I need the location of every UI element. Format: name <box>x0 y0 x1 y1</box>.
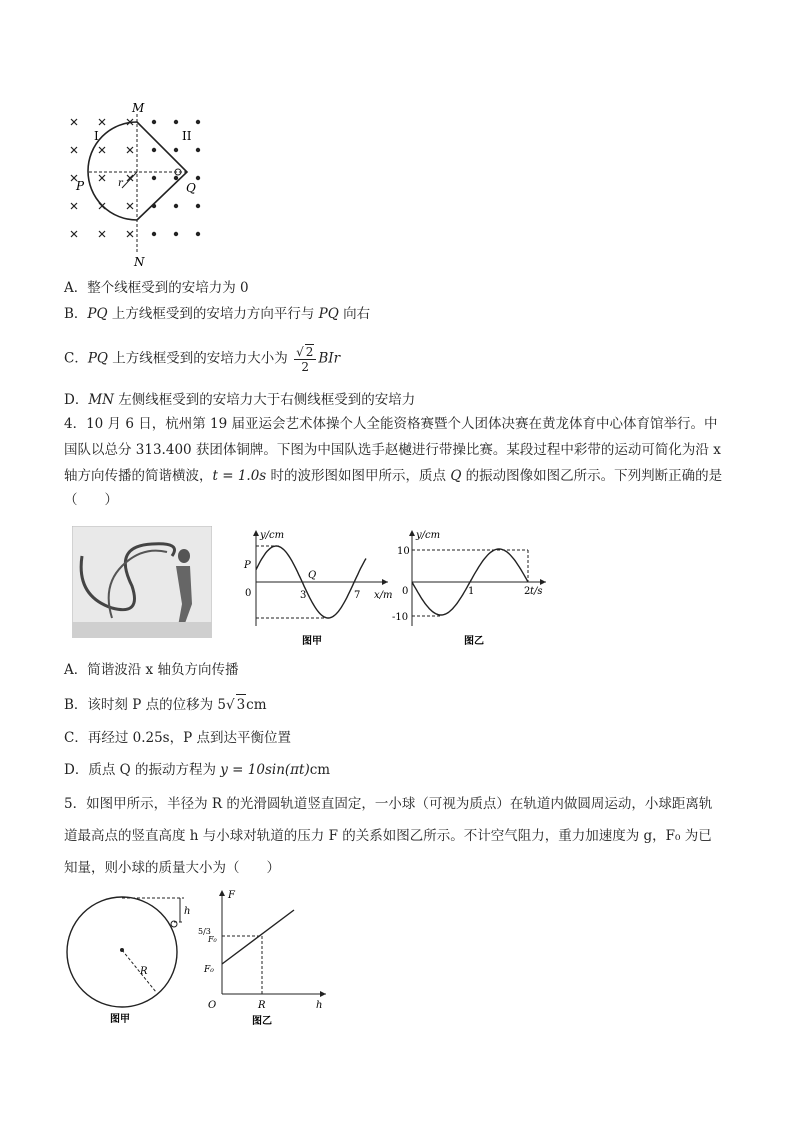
tick-10: 10 <box>397 546 410 557</box>
q5-stem-line-2: 道最高点的竖直高度 h 与小球对轨道的压力 F 的关系如图乙所示。不计空气阻力，重力加速度为 g，F₀ 为已 <box>64 828 712 844</box>
q4-stem-line-4: （ ） <box>64 492 118 508</box>
cross-mark <box>99 119 105 125</box>
dot-mark <box>174 204 178 208</box>
q3-option-d: D．MN 左侧线框受到的安培力大于右侧线框受到的安培力 <box>64 392 416 408</box>
q4-option-a: A．简谐波沿 x 轴负方向传播 <box>64 662 239 678</box>
label-I: I <box>94 129 99 143</box>
label-Q: Q <box>186 181 196 195</box>
cross-mark <box>127 147 133 153</box>
label-N: N <box>134 255 145 269</box>
label-F: F <box>228 890 235 901</box>
dot-mark <box>174 120 178 124</box>
q4-stem-line-3: 轴方向传播的简谐横波，t = 1.0s 时的波形图如图甲所示，质点 Q 的振动图像如图乙所示。下列判断正确的是 <box>64 468 723 484</box>
tick-1: 1 <box>468 586 475 597</box>
q3-figure <box>60 100 220 270</box>
label-F0: F₀ <box>204 965 214 975</box>
q4-option-b: B．该时刻 P 点的位移为 5√ 3cm <box>64 694 267 715</box>
cross-mark <box>99 147 105 153</box>
tick-0: 0 <box>402 586 409 597</box>
cross-mark <box>127 203 133 209</box>
dot-mark <box>196 204 200 208</box>
tick-3: 3 <box>300 590 307 601</box>
caption-yi: 图乙 <box>252 1016 272 1027</box>
cross-mark <box>71 203 77 209</box>
f-h-line <box>222 910 294 964</box>
tick-2: 2 <box>524 586 531 597</box>
q4-stem-line-1: 4．10 月 6 日，杭州第 19 届亚运会艺术体操个人全能资格赛暨个人团体决赛在黄龙体育中心体育馆举行。中 <box>64 416 718 432</box>
label-h: h <box>184 906 191 917</box>
dot-mark <box>174 232 178 236</box>
vibration-figure-yi <box>392 526 552 650</box>
q4-option-c: C．再经过 0.25s，P 点到达平衡位置 <box>64 730 291 746</box>
cross-mark <box>99 231 105 237</box>
label-r: r <box>118 178 123 189</box>
label-5-3: 5/3 <box>198 927 211 936</box>
dot-mark <box>152 120 156 124</box>
dot-mark <box>196 120 200 124</box>
field-region-II-dots <box>152 120 200 236</box>
wave-figure-jia <box>238 526 396 650</box>
q4-stem-line-2: 国队以总分 313.400 获团体铜牌。下图为中国队选手赵樾进行带操比赛。某段过程中彩带的运动可简化为沿 x <box>64 442 721 458</box>
q5-circle-figure <box>60 888 200 1028</box>
dot-mark <box>196 232 200 236</box>
q3-option-b: B．PQ 上方线框受到的安培力方向平行与 PQ 向右 <box>64 306 371 322</box>
q3-option-c: C．PQ 上方线框受到的安培力大小为 $\frac{√ 2}{2}$ BIr <box>64 345 341 374</box>
label-II: II <box>182 129 192 143</box>
label-O: O <box>208 1000 217 1011</box>
radius-line <box>122 950 156 992</box>
tick-7: 7 <box>354 590 361 601</box>
label-Q: Q <box>308 570 317 581</box>
dot-mark <box>174 148 178 152</box>
dot-mark <box>152 232 156 236</box>
cross-mark <box>127 231 133 237</box>
label-P: P <box>244 560 251 571</box>
caption-jia: 图甲 <box>110 1014 130 1025</box>
dot-mark <box>152 148 156 152</box>
label-R: R <box>140 966 148 977</box>
y-axis-label: y/cm <box>416 530 441 541</box>
cross-mark <box>99 175 105 181</box>
loop-triangle <box>137 122 187 220</box>
label-R: R <box>258 1000 266 1011</box>
cross-mark <box>71 231 77 237</box>
gymnast-photo <box>72 526 212 638</box>
dot-mark <box>196 148 200 152</box>
dot-mark <box>196 176 200 180</box>
dot-mark <box>174 176 178 180</box>
q3-option-a: A．整个线框受到的安培力为 0 <box>64 280 249 296</box>
tick-minus-10: -10 <box>392 612 409 623</box>
q5-stem-line-1: 5．如图甲所示，半径为 R 的光滑圆轨道竖直固定，一小球（可视为质点）在轨道内做圆周运动，小球距离轨 <box>64 796 713 812</box>
t-axis-label: t/s <box>530 586 543 597</box>
radius-line <box>122 172 137 188</box>
label-M: M <box>132 101 145 115</box>
y-axis-label: y/cm <box>260 530 285 541</box>
tick-0: 0 <box>245 588 252 599</box>
label-5-3-F0: F₀ <box>208 935 217 944</box>
label-h: h <box>316 1000 323 1011</box>
dot-mark <box>152 176 156 180</box>
cross-mark <box>71 119 77 125</box>
q4-option-d: D．质点 Q 的振动方程为 y = 10sin(πt)cm <box>64 762 331 778</box>
caption-jia: 图甲 <box>302 636 322 647</box>
q5-stem-line-3: 知量，则小球的质量大小为（ ） <box>64 860 280 876</box>
caption-yi: 图乙 <box>464 636 484 647</box>
q5-graph-figure <box>198 886 338 1028</box>
cross-mark <box>71 147 77 153</box>
x-axis-label: x/m <box>374 590 393 601</box>
label-P: P <box>76 179 85 193</box>
